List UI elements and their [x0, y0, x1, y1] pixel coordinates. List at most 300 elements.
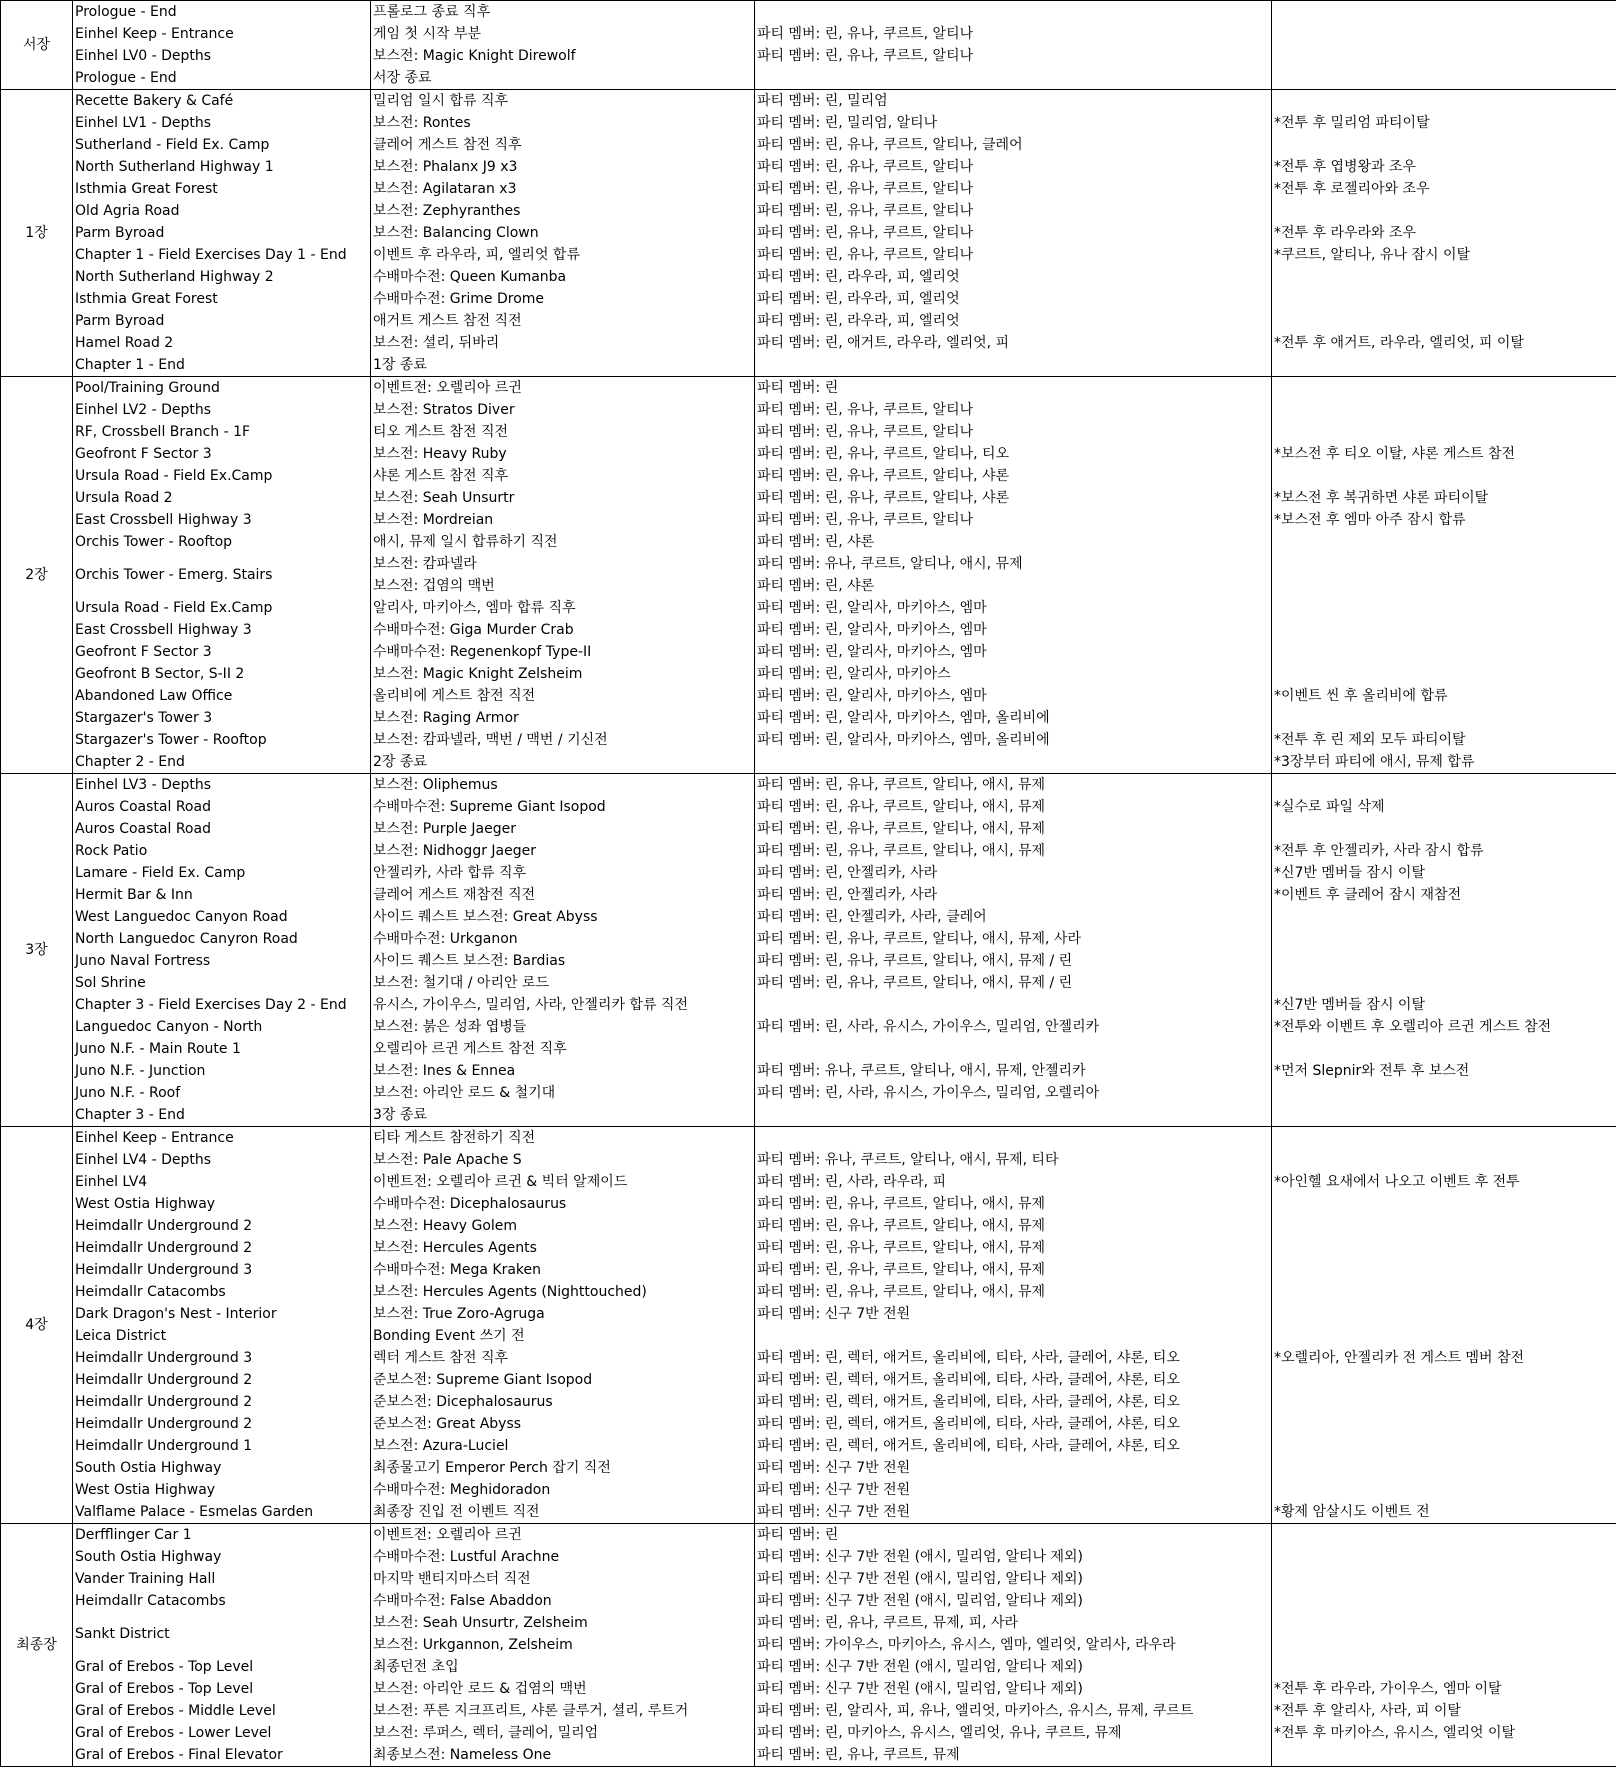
table-row: [1, 994, 1616, 1016]
event-cell: 보스전: 아리안 로드 & 겁염의 맥번: [371, 1678, 755, 1700]
note-cell: [1272, 421, 1616, 443]
table-row: [1, 1413, 1616, 1435]
party-cell: 파티 멤버: 신구 7반 전원 (애시, 밀리엄, 알티나 제외): [755, 1590, 1272, 1612]
party-cell: 파티 멤버: 린: [755, 377, 1272, 400]
party-cell: 파티 멤버: 신구 7반 전원 (애시, 밀리엄, 알티나 제외): [755, 1656, 1272, 1678]
note-cell: [1272, 1038, 1616, 1060]
table-row: [1, 200, 1616, 222]
note-cell: [1272, 1149, 1616, 1171]
table-row: [1, 840, 1616, 862]
event-cell: 보스전: Seah Unsurtr, Zelsheim: [371, 1612, 755, 1634]
note-cell: [1272, 950, 1616, 972]
location-cell: Chapter 2 - End: [73, 751, 371, 774]
event-cell: 샤론 게스트 참전 직후: [371, 465, 755, 487]
note-cell: *황제 암살시도 이벤트 전: [1272, 1501, 1616, 1524]
location-cell: RF, Crossbell Branch - 1F: [73, 421, 371, 443]
party-cell: [755, 751, 1272, 774]
location-cell: Auros Coastal Road: [73, 796, 371, 818]
note-cell: [1272, 1612, 1616, 1656]
party-cell: 파티 멤버: 린, 라우라, 피, 엘리엇: [755, 310, 1272, 332]
event-cell: 1장 종료: [371, 354, 755, 377]
party-cell: 파티 멤버: 린, 애거트, 라우라, 엘리엇, 피: [755, 332, 1272, 354]
location-cell: Derfflinger Car 1: [73, 1524, 371, 1547]
event-cell: 보스전: 루퍼스, 렉터, 클레어, 밀리엄: [371, 1722, 755, 1744]
party-cell: 파티 멤버: 린, 라우라, 피, 엘리엇: [755, 266, 1272, 288]
table-row: [1, 1479, 1616, 1501]
chapter-label: 1장: [1, 90, 73, 377]
party-cell: [755, 67, 1272, 90]
party-cell: 파티 멤버: 린: [755, 1524, 1272, 1547]
event-cell: 보스전: 철기대 / 아리안 로드: [371, 972, 755, 994]
party-cell: 파티 멤버: 린, 유나, 쿠르트, 뮤제: [755, 1744, 1272, 1767]
event-cell: 이벤트전: 오렐리아 르귄 & 빅터 알제이드: [371, 1171, 755, 1193]
event-cell: 티타 게스트 참전하기 직전: [371, 1127, 755, 1150]
note-cell: [1272, 1325, 1616, 1347]
location-cell: Einhel LV0 - Depths: [73, 45, 371, 67]
party-cell: 파티 멤버: 린, 유나, 쿠르트, 알티나: [755, 399, 1272, 421]
event-cell: 사이드 퀘스트 보스전: Great Abyss: [371, 906, 755, 928]
note-cell: [1272, 200, 1616, 222]
note-cell: [1272, 288, 1616, 310]
event-cell: 보스전: 캄파넬라: [371, 553, 755, 575]
party-cell: 파티 멤버: 린, 알리사, 마키아스, 엠마, 올리비에: [755, 729, 1272, 751]
event-cell: 보스전: Nidhoggr Jaeger: [371, 840, 755, 862]
party-cell: 파티 멤버: 린, 유나, 쿠르트, 알티나, 애시, 뮤제: [755, 1215, 1272, 1237]
event-cell: 보스전: 겁염의 맥번: [371, 575, 755, 597]
note-cell: [1272, 1303, 1616, 1325]
location-cell: Heimdallr Underground 2: [73, 1369, 371, 1391]
location-cell: Geofront F Sector 3: [73, 443, 371, 465]
table-row: [1, 1060, 1616, 1082]
party-cell: 파티 멤버: 유나, 쿠르트, 알티나, 애시, 뮤제, 안젤리카: [755, 1060, 1272, 1082]
event-cell: 수배마수전: Dicephalosaurus: [371, 1193, 755, 1215]
event-cell: 수배마수전: Mega Kraken: [371, 1259, 755, 1281]
note-cell: [1272, 663, 1616, 685]
party-cell: 파티 멤버: 린, 유나, 쿠르트, 뮤제, 피, 사라: [755, 1612, 1272, 1634]
event-cell: 보스전: Balancing Clown: [371, 222, 755, 244]
party-cell: 파티 멤버: 신구 7반 전원 (애시, 밀리엄, 알티나 제외): [755, 1546, 1272, 1568]
table-row: [1, 1391, 1616, 1413]
table-row: [1, 377, 1616, 400]
party-cell: 파티 멤버: 린, 유나, 쿠르트, 알티나, 애시, 뮤제, 사라: [755, 928, 1272, 950]
party-cell: 파티 멤버: 린, 알리사, 마키아스, 엠마, 올리비에: [755, 707, 1272, 729]
note-cell: [1272, 553, 1616, 597]
location-cell: Einhel Keep - Entrance: [73, 23, 371, 45]
table-row: [1, 354, 1616, 377]
location-cell: Gral of Erebos - Top Level: [73, 1656, 371, 1678]
note-cell: [1272, 1568, 1616, 1590]
party-cell: 파티 멤버: 린, 유나, 쿠르트, 알티나, 애시, 뮤제 / 린: [755, 972, 1272, 994]
event-cell: 보스전: Purple Jaeger: [371, 818, 755, 840]
progress-table-body: [1, 1, 1616, 1767]
table-row: [1, 1501, 1616, 1524]
note-cell: [1272, 707, 1616, 729]
location-cell: Prologue - End: [73, 1, 371, 24]
party-cell: 파티 멤버: 린, 유나, 쿠르트, 알티나, 샤론: [755, 465, 1272, 487]
party-cell: 파티 멤버: 린, 유나, 쿠르트, 알티나, 티오: [755, 443, 1272, 465]
table-row: [1, 1369, 1616, 1391]
event-cell: 유시스, 가이우스, 밀리엄, 사라, 안젤리카 합류 직전: [371, 994, 755, 1016]
location-cell: Lamare - Field Ex. Camp: [73, 862, 371, 884]
table-row: [1, 774, 1616, 797]
event-cell: 수배마수전: Meghidoradon: [371, 1479, 755, 1501]
location-cell: Orchis Tower - Emerg. Stairs: [73, 553, 371, 597]
note-cell: [1272, 1435, 1616, 1457]
location-cell: Gral of Erebos - Lower Level: [73, 1722, 371, 1744]
table-row: [1, 1744, 1616, 1767]
party-cell: 파티 멤버: 린, 유나, 쿠르트, 알티나: [755, 509, 1272, 531]
location-cell: Pool/Training Ground: [73, 377, 371, 400]
event-cell: 준보스전: Dicephalosaurus: [371, 1391, 755, 1413]
table-row: [1, 1259, 1616, 1281]
note-cell: [1272, 1259, 1616, 1281]
table-row: [1, 443, 1616, 465]
table-row: [1, 67, 1616, 90]
note-cell: *전투 후 라우라와 조우: [1272, 222, 1616, 244]
party-cell: 파티 멤버: 린, 유나, 쿠르트, 알티나, 애시, 뮤제: [755, 1193, 1272, 1215]
table-row: [1, 332, 1616, 354]
party-cell: [755, 1104, 1272, 1127]
event-cell: 수배마수전: Lustful Arachne: [371, 1546, 755, 1568]
location-cell: Juno Naval Fortress: [73, 950, 371, 972]
event-cell: 최종보스전: Nameless One: [371, 1744, 755, 1767]
table-row: [1, 222, 1616, 244]
event-cell: Bonding Event 쓰기 전: [371, 1325, 755, 1347]
event-cell: 서장 종료: [371, 67, 755, 90]
note-cell: [1272, 399, 1616, 421]
event-cell: 티오 게스트 참전 직전: [371, 421, 755, 443]
table-row: [1, 288, 1616, 310]
location-cell: Chapter 3 - Field Exercises Day 2 - End: [73, 994, 371, 1016]
party-cell: 파티 멤버: 린, 렉터, 애거트, 올리비에, 티타, 사라, 클레어, 샤론, 티오: [755, 1369, 1272, 1391]
party-cell: 파티 멤버: 신구 7반 전원 (애시, 밀리엄, 알티나 제외): [755, 1568, 1272, 1590]
event-cell: 보스전: Stratos Diver: [371, 399, 755, 421]
note-cell: *아인헬 요새에서 나오고 이벤트 후 전투: [1272, 1171, 1616, 1193]
event-cell: 보스전: Magic Knight Zelsheim: [371, 663, 755, 685]
party-cell: 파티 멤버: 린, 유나, 쿠르트, 알티나, 애시, 뮤제: [755, 1259, 1272, 1281]
table-row: [1, 156, 1616, 178]
location-cell: Heimdallr Underground 2: [73, 1237, 371, 1259]
event-cell: 수배마수전: Urkganon: [371, 928, 755, 950]
location-cell: Heimdallr Underground 2: [73, 1391, 371, 1413]
party-cell: [755, 1, 1272, 24]
location-cell: Heimdallr Underground 2: [73, 1215, 371, 1237]
location-cell: Leica District: [73, 1325, 371, 1347]
event-cell: 3장 종료: [371, 1104, 755, 1127]
location-cell: Chapter 3 - End: [73, 1104, 371, 1127]
table-row: [1, 707, 1616, 729]
party-cell: 파티 멤버: 린, 안젤리카, 사라: [755, 884, 1272, 906]
table-row: [1, 685, 1616, 707]
location-cell: West Ostia Highway: [73, 1193, 371, 1215]
table-row: [1, 134, 1616, 156]
note-cell: [1272, 465, 1616, 487]
party-cell: 파티 멤버: 린, 유나, 쿠르트, 알티나: [755, 244, 1272, 266]
event-cell: 수배마수전: Supreme Giant Isopod: [371, 796, 755, 818]
event-cell: 보스전: Ines & Ennea: [371, 1060, 755, 1082]
table-row: [1, 796, 1616, 818]
table-row: [1, 1, 1616, 24]
location-cell: East Crossbell Highway 3: [73, 509, 371, 531]
location-cell: Heimdallr Underground 3: [73, 1347, 371, 1369]
note-cell: *전투 후 애거트, 라우라, 엘리엇, 피 이탈: [1272, 332, 1616, 354]
note-cell: [1272, 972, 1616, 994]
party-cell: 파티 멤버: 린, 샤론: [755, 531, 1272, 553]
table-row: [1, 487, 1616, 509]
table-row: [1, 663, 1616, 685]
location-cell: Hermit Bar & Inn: [73, 884, 371, 906]
note-cell: [1272, 1524, 1616, 1547]
location-cell: South Ostia Highway: [73, 1457, 371, 1479]
table-row: [1, 23, 1616, 45]
location-cell: Parm Byroad: [73, 222, 371, 244]
location-cell: Recette Bakery & Café: [73, 90, 371, 113]
note-cell: [1272, 1369, 1616, 1391]
table-row: [1, 1237, 1616, 1259]
event-cell: 보스전: Mordreian: [371, 509, 755, 531]
location-cell: West Ostia Highway: [73, 1479, 371, 1501]
location-cell: Languedoc Canyon - North: [73, 1016, 371, 1038]
table-row: [1, 1082, 1616, 1104]
party-cell: 파티 멤버: 유나, 쿠르트, 알티나, 애시, 뮤제: [755, 553, 1272, 575]
event-cell: 수배마수전: Regenenkopf Type-II: [371, 641, 755, 663]
note-cell: [1272, 1104, 1616, 1127]
table-row: [1, 972, 1616, 994]
event-cell: 보스전: Agilataran x3: [371, 178, 755, 200]
event-cell: 보스전: 아리안 로드 & 철기대: [371, 1082, 755, 1104]
table-row: [1, 1281, 1616, 1303]
location-cell: Dark Dragon's Nest - Interior: [73, 1303, 371, 1325]
party-cell: 파티 멤버: 린, 유나, 쿠르트, 알티나, 애시, 뮤제: [755, 774, 1272, 797]
event-cell: 수배마수전: Giga Murder Crab: [371, 619, 755, 641]
note-cell: *전투 후 안젤리카, 사라 잠시 합류: [1272, 840, 1616, 862]
location-cell: Einhel LV1 - Depths: [73, 112, 371, 134]
note-cell: [1272, 1744, 1616, 1767]
party-cell: 파티 멤버: 린, 유나, 쿠르트, 알티나, 클레어: [755, 134, 1272, 156]
party-cell: 파티 멤버: 린, 렉터, 애거트, 올리비에, 티타, 사라, 클레어, 샤론, 티오: [755, 1435, 1272, 1457]
event-cell: 보스전: 푸른 지크프리트, 샤론 클루거, 셜리, 루트거: [371, 1700, 755, 1722]
location-cell: Chapter 1 - End: [73, 354, 371, 377]
party-cell: 파티 멤버: 린, 유나, 쿠르트, 알티나: [755, 200, 1272, 222]
table-row: [1, 112, 1616, 134]
location-cell: Vander Training Hall: [73, 1568, 371, 1590]
location-cell: Einhel LV3 - Depths: [73, 774, 371, 797]
location-cell: South Ostia Highway: [73, 1546, 371, 1568]
table-row: [1, 862, 1616, 884]
chapter-label: 서장: [1, 1, 73, 90]
event-cell: 최종장 진입 전 이벤트 직전: [371, 1501, 755, 1524]
table-row: [1, 641, 1616, 663]
note-cell: [1272, 597, 1616, 619]
note-cell: [1272, 1546, 1616, 1568]
event-cell: 보스전: Zephyranthes: [371, 200, 755, 222]
table-row: [1, 818, 1616, 840]
note-cell: [1272, 774, 1616, 797]
note-cell: *보스전 후 엠마 아주 잠시 합류: [1272, 509, 1616, 531]
location-cell: Heimdallr Underground 1: [73, 1435, 371, 1457]
table-row: [1, 509, 1616, 531]
event-cell: 최종던전 초입: [371, 1656, 755, 1678]
note-cell: *전투 후 밀리엄 파티이탈: [1272, 112, 1616, 134]
note-cell: [1272, 906, 1616, 928]
note-cell: [1272, 354, 1616, 377]
table-row: [1, 1127, 1616, 1150]
party-cell: 파티 멤버: 신구 7반 전원: [755, 1501, 1272, 1524]
event-cell: 보스전: Pale Apache S: [371, 1149, 755, 1171]
party-cell: 파티 멤버: 린, 유나, 쿠르트, 알티나: [755, 222, 1272, 244]
party-cell: 파티 멤버: 린, 알리사, 마키아스, 엠마: [755, 597, 1272, 619]
table-row: [1, 1193, 1616, 1215]
event-cell: 오렐리아 르귄 게스트 참전 직후: [371, 1038, 755, 1060]
party-cell: 파티 멤버: 린, 유나, 쿠르트, 알티나, 샤론: [755, 487, 1272, 509]
location-cell: Chapter 1 - Field Exercises Day 1 - End: [73, 244, 371, 266]
party-cell: 파티 멤버: 린, 렉터, 애거트, 올리비에, 티타, 사라, 클레어, 샤론, 티오: [755, 1347, 1272, 1369]
location-cell: North Languedoc Canyron Road: [73, 928, 371, 950]
table-row: [1, 266, 1616, 288]
location-cell: Rock Patio: [73, 840, 371, 862]
party-cell: [755, 1325, 1272, 1347]
location-cell: Sankt District: [73, 1612, 371, 1656]
party-cell: 파티 멤버: 린, 마키아스, 유시스, 엘리엇, 유나, 쿠르트, 뮤제: [755, 1722, 1272, 1744]
location-cell: Juno N.F. - Junction: [73, 1060, 371, 1082]
note-cell: *전투 후 로젤리아와 조우: [1272, 178, 1616, 200]
table-row: [1, 1215, 1616, 1237]
location-cell: Heimdallr Catacombs: [73, 1590, 371, 1612]
table-row: [1, 1612, 1616, 1634]
event-cell: 마지막 밴티지마스터 직전: [371, 1568, 755, 1590]
party-cell: 파티 멤버: 린, 유나, 쿠르트, 알티나: [755, 156, 1272, 178]
location-cell: Prologue - End: [73, 67, 371, 90]
chapter-label: 2장: [1, 377, 73, 774]
event-cell: 보스전: Oliphemus: [371, 774, 755, 797]
table-row: [1, 421, 1616, 443]
table-row: [1, 751, 1616, 774]
note-cell: [1272, 23, 1616, 45]
note-cell: [1272, 1457, 1616, 1479]
party-cell: 파티 멤버: 유나, 쿠르트, 알티나, 애시, 뮤제, 티타: [755, 1149, 1272, 1171]
party-cell: [755, 354, 1272, 377]
event-cell: 안젤리카, 사라 합류 직후: [371, 862, 755, 884]
event-cell: 최종물고기 Emperor Perch 잡기 직전: [371, 1457, 755, 1479]
party-cell: 파티 멤버: 린, 유나, 쿠르트, 알티나, 애시, 뮤제: [755, 840, 1272, 862]
note-cell: *3장부터 파티에 애시, 뮤제 합류: [1272, 751, 1616, 774]
location-cell: Heimdallr Catacombs: [73, 1281, 371, 1303]
party-cell: 파티 멤버: 린, 밀리엄: [755, 90, 1272, 113]
table-row: [1, 928, 1616, 950]
party-cell: 파티 멤버: 신구 7반 전원 (애시, 밀리엄, 알티나 제외): [755, 1678, 1272, 1700]
location-cell: Old Agria Road: [73, 200, 371, 222]
party-cell: 파티 멤버: 린, 유나, 쿠르트, 알티나, 애시, 뮤제: [755, 796, 1272, 818]
table-row: [1, 45, 1616, 67]
table-row: [1, 465, 1616, 487]
party-cell: [755, 1127, 1272, 1150]
table-row: [1, 619, 1616, 641]
party-cell: 파티 멤버: 린, 유나, 쿠르트, 알티나, 애시, 뮤제: [755, 818, 1272, 840]
location-cell: Einhel LV2 - Depths: [73, 399, 371, 421]
location-cell: Sol Shrine: [73, 972, 371, 994]
note-cell: *이벤트 씬 후 올리비에 합류: [1272, 685, 1616, 707]
table-row: [1, 729, 1616, 751]
location-cell: Sutherland - Field Ex. Camp: [73, 134, 371, 156]
note-cell: [1272, 1215, 1616, 1237]
location-cell: Juno N.F. - Main Route 1: [73, 1038, 371, 1060]
location-cell: Valflame Palace - Esmelas Garden: [73, 1501, 371, 1524]
note-cell: *전투와 이벤트 후 오렐리아 르귄 게스트 참전: [1272, 1016, 1616, 1038]
party-cell: 파티 멤버: 린, 유나, 쿠르트, 알티나, 애시, 뮤제 / 린: [755, 950, 1272, 972]
table-row: [1, 1104, 1616, 1127]
party-cell: 파티 멤버: 신구 7반 전원: [755, 1479, 1272, 1501]
location-cell: Isthmia Great Forest: [73, 178, 371, 200]
table-row: [1, 950, 1616, 972]
party-cell: 파티 멤버: 린, 유나, 쿠르트, 알티나: [755, 421, 1272, 443]
table-row: [1, 244, 1616, 266]
party-cell: 파티 멤버: 린, 유나, 쿠르트, 알티나, 애시, 뮤제: [755, 1281, 1272, 1303]
event-cell: 이벤트 후 라우라, 피, 엘리엇 합류: [371, 244, 755, 266]
party-cell: [755, 994, 1272, 1016]
table-row: [1, 1347, 1616, 1369]
event-cell: 이벤트전: 오렐리아 르귄: [371, 377, 755, 400]
note-cell: *전투 후 린 제외 모두 파티이탈: [1272, 729, 1616, 751]
party-cell: 파티 멤버: 린, 알리사, 마키아스, 엠마: [755, 641, 1272, 663]
note-cell: [1272, 1082, 1616, 1104]
party-cell: 파티 멤버: 가이우스, 마키아스, 유시스, 엠마, 엘리엇, 알리사, 라우라: [755, 1634, 1272, 1656]
event-cell: 게임 첫 시작 부분: [371, 23, 755, 45]
note-cell: *신7반 멤버들 잠시 이탈: [1272, 994, 1616, 1016]
event-cell: 준보스전: Great Abyss: [371, 1413, 755, 1435]
party-cell: 파티 멤버: 린, 알리사, 마키아스: [755, 663, 1272, 685]
event-cell: 보스전: Rontes: [371, 112, 755, 134]
location-cell: Gral of Erebos - Top Level: [73, 1678, 371, 1700]
event-cell: 2장 종료: [371, 751, 755, 774]
table-row: [1, 597, 1616, 619]
location-cell: North Sutherland Highway 1: [73, 156, 371, 178]
event-cell: 보스전: Azura-Luciel: [371, 1435, 755, 1457]
location-cell: Stargazer's Tower 3: [73, 707, 371, 729]
note-cell: [1272, 1656, 1616, 1678]
event-cell: 프롤로그 종료 직후: [371, 1, 755, 24]
note-cell: *먼저 Slepnir와 전투 후 보스전: [1272, 1060, 1616, 1082]
location-cell: Ursula Road - Field Ex.Camp: [73, 465, 371, 487]
event-cell: 보스전: True Zoro-Agruga: [371, 1303, 755, 1325]
note-cell: [1272, 1391, 1616, 1413]
table-row: [1, 90, 1616, 113]
note-cell: [1272, 45, 1616, 67]
party-cell: 파티 멤버: 린, 사라, 유시스, 가이우스, 밀리엄, 안젤리카: [755, 1016, 1272, 1038]
location-cell: Stargazer's Tower - Rooftop: [73, 729, 371, 751]
event-cell: 렉터 게스트 참전 직후: [371, 1347, 755, 1369]
location-cell: Heimdallr Underground 3: [73, 1259, 371, 1281]
party-cell: 파티 멤버: 신구 7반 전원: [755, 1457, 1272, 1479]
event-cell: 클레어 게스트 참전 직후: [371, 134, 755, 156]
table-row: [1, 1546, 1616, 1568]
event-cell: 보스전: Hercules Agents (Nighttouched): [371, 1281, 755, 1303]
note-cell: [1272, 928, 1616, 950]
note-cell: [1272, 67, 1616, 90]
note-cell: [1272, 1281, 1616, 1303]
note-cell: [1272, 134, 1616, 156]
event-cell: 보스전: Seah Unsurtr: [371, 487, 755, 509]
note-cell: [1272, 1, 1616, 24]
event-cell: 수배마수전: Queen Kumanba: [371, 266, 755, 288]
table-row: [1, 906, 1616, 928]
note-cell: [1272, 818, 1616, 840]
event-cell: 애거트 게스트 참전 직전: [371, 310, 755, 332]
table-row: [1, 531, 1616, 553]
table-row: [1, 310, 1616, 332]
party-cell: 파티 멤버: 린, 안젤리카, 사라: [755, 862, 1272, 884]
note-cell: [1272, 310, 1616, 332]
location-cell: Juno N.F. - Roof: [73, 1082, 371, 1104]
